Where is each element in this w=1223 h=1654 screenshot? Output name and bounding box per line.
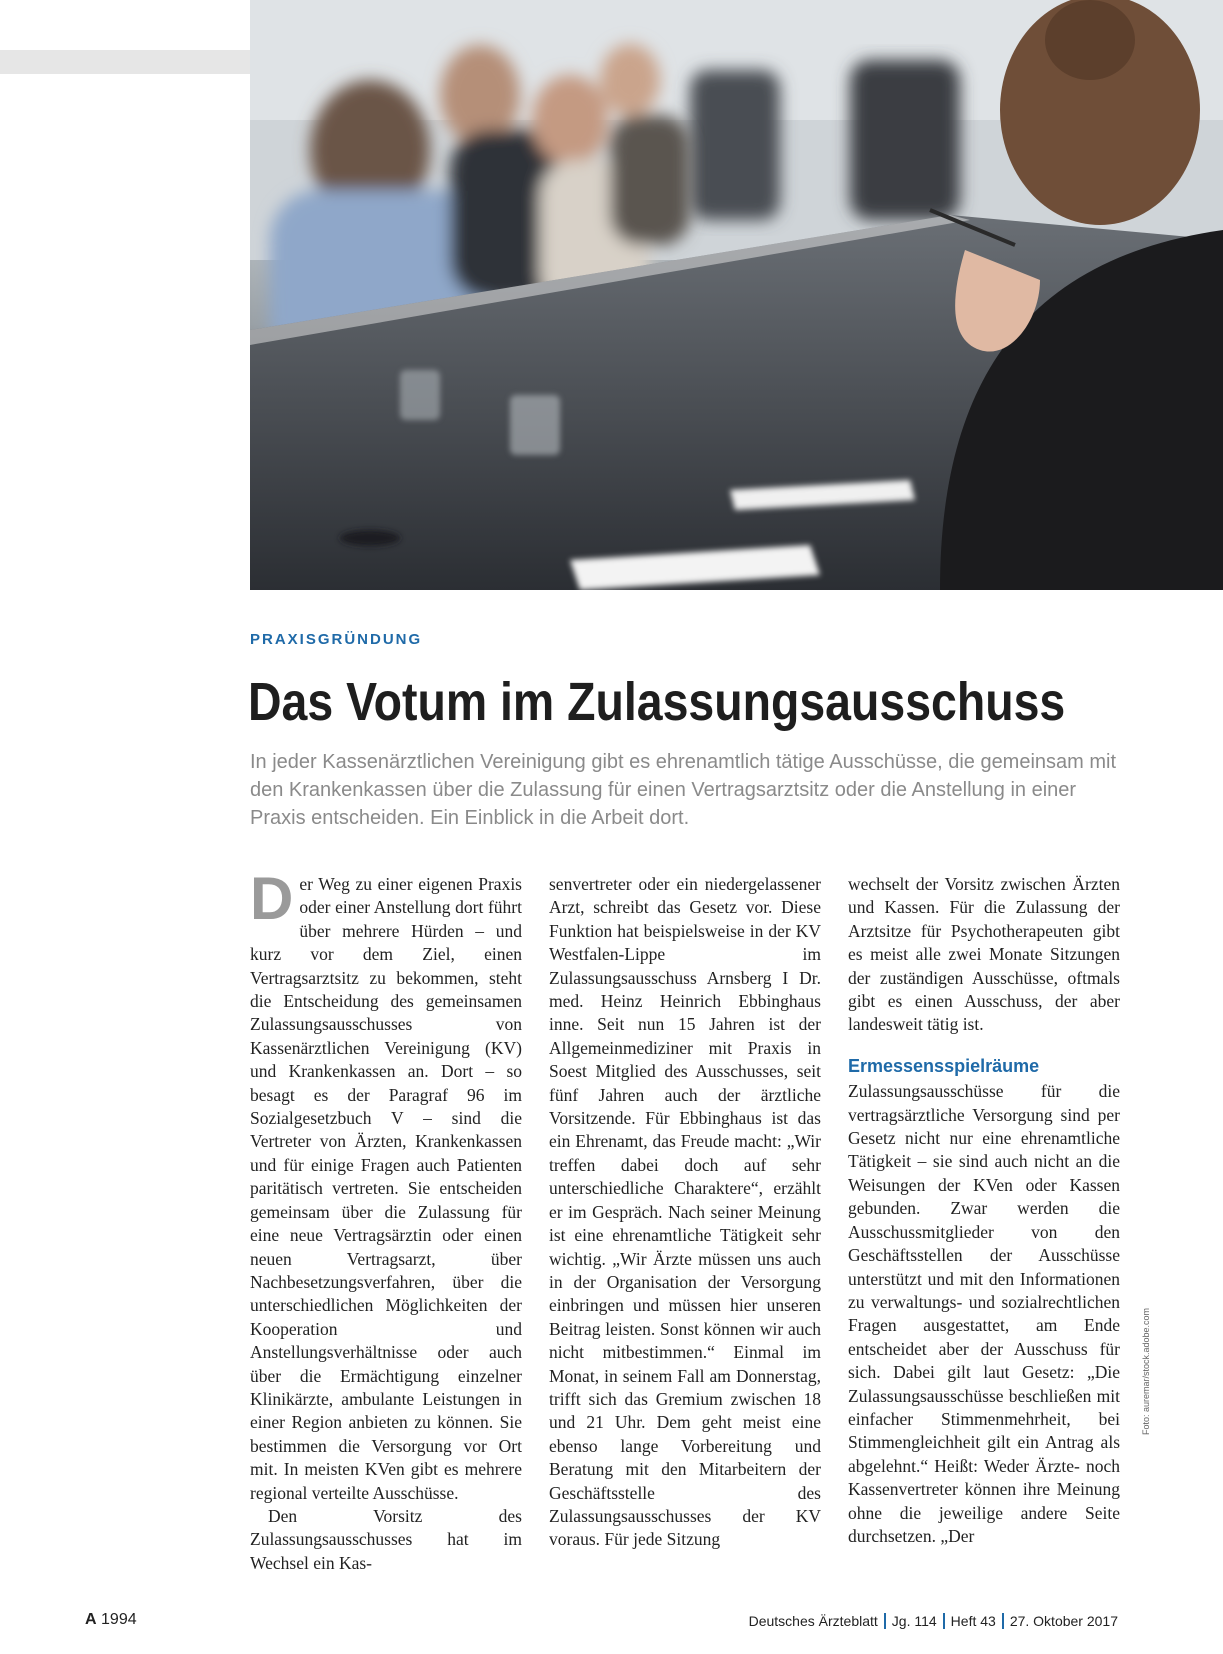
section-subheading: Ermessensspielräume (848, 1055, 1040, 1076)
paragraph: Den Vorsitz des Zulassungsausschusses hat im Wechsel ein Kas- (250, 1505, 522, 1573)
paragraph (250, 865, 522, 1505)
header-photo (250, 0, 1223, 590)
footer-separator (884, 1613, 886, 1629)
paragraph: wechselt der Vorsitz zwischen Ärzten und Kassen. Für die Zulassung der Arztsitze für Psychotherapeuten gibt es meist alle zwei Monate Sitzungen der zuständigen Ausschüsse, oftmals gibt es einen Ausschuss, der aber landesweit tätig ist. (848, 874, 1120, 1035)
publication-name: Deutsches Ärzteblatt (748, 1613, 878, 1629)
article-title: Das Votum im Zulassungsausschuss (248, 672, 1066, 732)
article-kicker: PRAXISGRÜNDUNG (250, 631, 423, 648)
paragraph-text: er Weg zu einer eigenen Praxis oder einer Anstellung dort führt über mehrere Hürden – und kurz vor dem Ziel, einen Vertragsarztsitz zu bekommen, steht die Entscheidung des gemeinsamen Zulassungsausschusses von Kassenärztlichen Vereinigung (KV) und Krankenkassen an. Dort – so besagt es der Paragraf 96 im Sozialgesetzbuch V – sind die Vertreter von Ärzten, Krankenkassen und für einige Fragen auch Patienten paritätisch vertreten. Sie entscheiden gemeinsam über die Zulassung für eine neue Vertragsärztin oder einen neuen Vertragsarzt, über Nachbesetzungsverfahren, über die unterschiedlichen Möglichkeiten der Kooperation und Anstellungsverhältnisse oder auch über die Ermächtigung einzelner Klinikärzte, ambulante Leistungen in einer Region anbieten zu können. Sie bestimmen die Versorgung vor Ort mit. In meisten KVen gibt es mehrere regional verteilte Ausschüsse. (250, 874, 522, 1503)
meeting-photo-illustration (250, 0, 1223, 590)
page-folio (85, 1611, 137, 1629)
footer-separator (943, 1613, 945, 1629)
text-column-1 (250, 865, 522, 1575)
publication-footer (749, 1613, 1118, 1629)
text-column-2 (549, 873, 821, 1552)
paragraph: senvertreter oder ein niedergelassener Arzt, schreibt das Gesetz vor. Diese Funktion hat beispielsweise in der KV Westfalen-Lippe im Zulassungsausschuss Arnsberg I Dr. med. Heinz Heinrich Ebbinghaus inne. Seit nun 15 Jahren ist der Allgemeinmediziner mit Praxis in Soest Mitglied des Ausschusses, seit fünf Jahren auch der ärztliche Vorsitzende. Für Ebbinghaus ist das ein Ehrenamt, das Freude macht: „Wir treffen dabei doch auf sehr unterschiedliche Charaktere“, erzählt er im Gespräch. Nach seiner Meinung ist eine ehrenamtliche Tätigkeit sehr wichtig. „Wir Ärzte müssen uns auch in der Organisation der Versorgung einbringen und müssen hier unseren Beitrag leisten. Sonst können wir auch nicht mitbestimmen.“ Einmal im Monat, in seinem Fall am Donnerstag, trifft sich das Gremium zwischen 18 und 21 Uhr. Dem geht meist eine ebenso lange Vorbereitung und Beratung mit den Mitarbeitern der Geschäftsstelle des Zulassungsausschusses der KV voraus. Für jede Sitzung (549, 874, 821, 1550)
volume: Jg. 114 (891, 1613, 937, 1629)
page-number: 1994 (101, 1611, 137, 1628)
article-lead: In jeder Kassenärztlichen Vereinigung gibt es ehrenamtlich tätige Ausschüsse, die gemeinsam mit den Krankenkassen über die Zulassung für einen Vertragsarztsitz oder die Anstellung in einer Praxis entscheiden. Ein Einblick in die Arbeit dort. (250, 751, 1117, 829)
drop-cap: D (250, 865, 294, 932)
issue-date: 27. Oktober 2017 (1009, 1613, 1118, 1629)
page-prefix: A (85, 1611, 97, 1628)
photo-credit: Foto: auremar/stock.adobe.com (1141, 1307, 1151, 1435)
header-gray-bar (0, 50, 250, 74)
paragraph: Zulassungsausschüsse für die vertragsärztliche Versorgung sind per Gesetz nicht nur eine ehrenamtliche Tätigkeit – sie sind auch nicht an die Weisungen der KVen oder Kassen gebunden. Zwar werden die Ausschussmitglieder von den Geschäftsstellen der Ausschüsse unterstützt und mit den Informationen zu verwaltungs- und sozialrechtlichen Fragen ausgestattet, am Ende entscheidet aber der Ausschuss für sich. Dabei gilt laut Gesetz: „Die Zulassungsausschüsse beschließen mit einfacher Stimmenmehrheit, bei Stimmengleichheit gilt ein Antrag als abgelehnt.“ Heißt: Weder Ärzte- noch Kassenvertreter können ihre Meinung ohne die jeweilige andere Seite durchsetzen. „Der (848, 1081, 1120, 1546)
footer-separator (1002, 1613, 1004, 1629)
text-column-3 (848, 873, 1120, 1548)
issue: Heft 43 (950, 1613, 996, 1629)
